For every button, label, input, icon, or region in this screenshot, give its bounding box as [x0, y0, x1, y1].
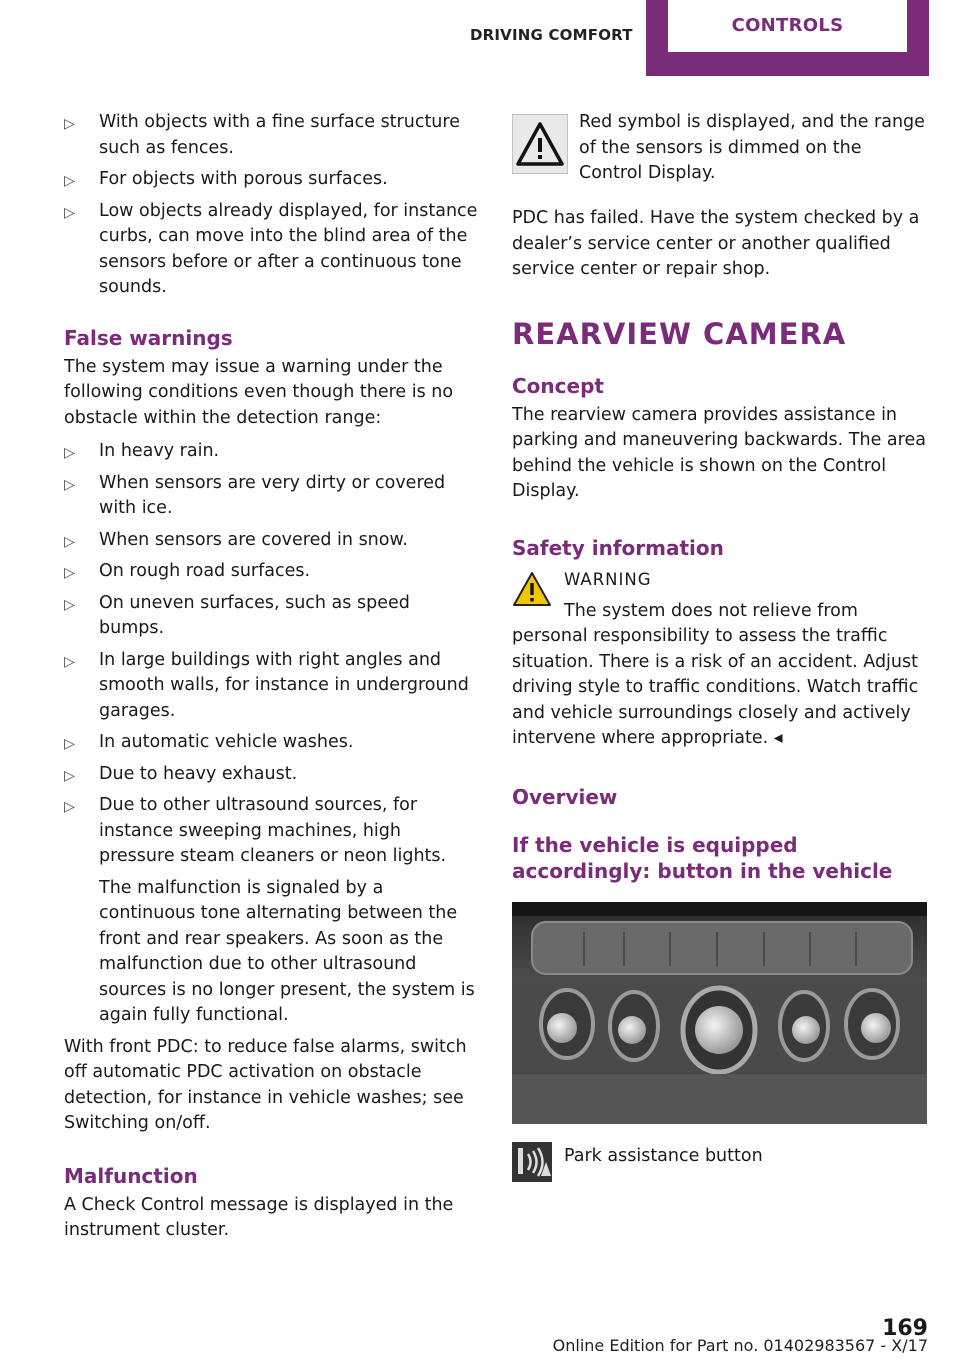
- list-item: ▷ In heavy rain.: [64, 439, 480, 465]
- list-item: ▷ For objects with porous surfaces.: [64, 167, 480, 193]
- page-number: 169: [882, 1316, 928, 1341]
- malfunction-heading: Malfunction: [64, 1163, 198, 1188]
- front-pdc-paragraph: With front PDC: to reduce false alarms, switch off automatic PDC activation on obstacle detection, for instance in vehicle washes; see Switching on/off.: [64, 1036, 467, 1133]
- park-assistance-icon: [512, 1142, 552, 1186]
- concept-heading: Concept: [512, 373, 604, 398]
- section-title: DRIVING COMFORT: [470, 26, 633, 44]
- triangle-bullet-icon: ▷: [64, 799, 75, 815]
- false-warnings-list: [64, 439, 480, 1029]
- chapter-tab: [646, 0, 929, 76]
- list-item: ▷ When sensors are covered in snow.: [64, 528, 480, 554]
- bullet-list-top: [64, 110, 480, 301]
- triangle-bullet-icon: ▷: [64, 767, 75, 784]
- triangle-bullet-icon: ▷: [64, 204, 75, 221]
- pdc-failed-text: PDC has failed. Have the system checked by a dealer’s service center or another qualified service center or repair shop.: [512, 208, 920, 279]
- triangle-bullet-icon: ▷: [64, 116, 75, 132]
- concept-text: The rearview camera provides assistance in parking and maneuvering backwards. The area behind the vehicle is shown on the Control Display.: [512, 404, 926, 501]
- dashboard-buttons-photo: [512, 902, 927, 1124]
- warning-icon: [512, 571, 552, 611]
- right-column: [512, 110, 928, 1184]
- red-symbol-text: Red symbol is displayed, and the range of the sensors is dimmed on the Control Display.: [579, 112, 925, 183]
- malfunction-text: A Check Control message is displayed in the instrument cluster.: [64, 1194, 454, 1240]
- list-item: ▷ In large buildings with right angles and smooth walls, for instance in underground garages.: [64, 649, 469, 721]
- list-item: ▷ Due to heavy exhaust.: [64, 762, 480, 788]
- warning-text: The system does not relieve from personal responsibility to assess the traffic situation. There is a risk of an accident. Adjust driving style to traffic conditions. Watch traffic and vehicle surroundings closely and actively intervene where appropriate. ◂: [512, 600, 919, 748]
- triangle-bullet-icon: ▷: [64, 533, 75, 550]
- safety-heading: Safety information: [512, 535, 724, 560]
- warning-block: [512, 565, 928, 752]
- false-warnings-intro: The system may issue a warning under the following conditions even though there is no obstacle within the detection range:: [64, 356, 454, 428]
- end-of-warning-icon: ◂: [773, 728, 783, 748]
- triangle-bullet-icon: ▷: [64, 445, 75, 461]
- list-item: ▷ When sensors are very dirty or covered with ice.: [64, 472, 446, 518]
- triangle-bullet-icon: ▷: [64, 596, 75, 613]
- equipped-heading: If the vehicle is equipped accordingly: button in the vehicle: [512, 832, 893, 883]
- list-item: ▷ Low objects already displayed, for instance curbs, can move into the blind area of the sensors before or after a continuous tone sounds.: [64, 200, 478, 297]
- park-assist-caption: Park assistance button: [564, 1145, 763, 1166]
- triangle-bullet-icon: ▷: [64, 476, 75, 493]
- red-symbol-block: [512, 110, 928, 188]
- warning-label: WARNING: [564, 569, 652, 589]
- chapter-tab-label: CONTROLS: [668, 0, 907, 52]
- triangle-bullet-icon: ▷: [64, 565, 75, 581]
- park-assist-caption-block: [512, 1142, 928, 1184]
- list-item: ▷ On uneven surfaces, such as speed bumps.: [64, 592, 410, 638]
- warning-triangle-icon: [512, 114, 568, 178]
- overview-heading: Overview: [512, 784, 618, 809]
- triangle-bullet-icon: ▷: [64, 173, 75, 189]
- triangle-bullet-icon: ▷: [64, 736, 75, 752]
- malfunction-signal-note: The malfunction is signaled by a continuous tone alternating between the front and rear speakers. As soon as the malfunction due to other ultrasound sources is no longer present, the system is again fully functional.: [99, 877, 475, 1025]
- list-item: ▷ In automatic vehicle washes.: [64, 730, 480, 756]
- left-column: [64, 110, 480, 1244]
- false-warnings-heading: False warnings: [64, 325, 233, 350]
- rearview-camera-heading: REARVIEW CAMERA: [512, 316, 847, 351]
- list-item: ▷ With objects with a fine surface structure such as fences.: [64, 112, 460, 158]
- list-item: ▷ On rough road surfaces.: [64, 559, 480, 585]
- list-item: ▷ Due to other ultrasound sources, for instance sweeping machines, high pressure steam cleaners or neon lights. The malfunction is signaled by a continuous tone alternating between the front and rear speakers. As soon as the malfunction due to other ultrasound sources is no longer present, the system is again fully functional.: [64, 793, 480, 1029]
- triangle-bullet-icon: ▷: [64, 653, 75, 670]
- edition-footer: Online Edition for Part no. 01402983567 - X/17: [552, 1336, 928, 1355]
